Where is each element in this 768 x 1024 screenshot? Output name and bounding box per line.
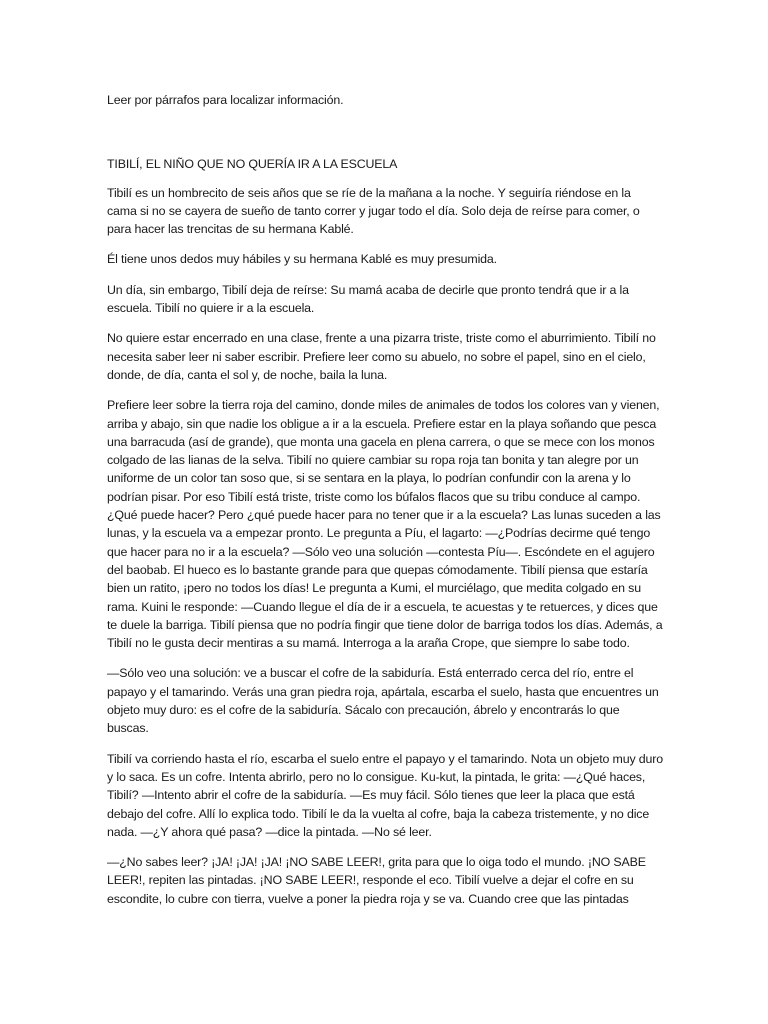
paragraph: Tibilí va corriendo hasta el río, escarba el suelo entre el papayo y el tamarindo. Nota un objeto muy duro y lo saca. Es un cofre. Intenta abrirlo, pero no lo consigue. Ku-kut, la pintada, le grita: —¿Qué haces, Tibilí? —Intento abrir el cofre de la sabiduría. —Es muy fácil. Sólo tienes que leer la placa que está debajo del cofre. Allí lo explica todo. Tibilí le da la vuelta al cofre, baja la cabeza tristemente, y no dice nada. —¿Y ahora qué pasa? —dice la pintada. —No sé leer. (107, 751, 663, 839)
paragraph: No quiere estar encerrado en una clase, frente a una pizarra triste, triste como el aburrimiento. Tibilí no necesita saber leer ni saber escribir. Prefiere leer como su abuelo, no sobre el papel, sino en el cielo, donde, de día, canta el sol y, de noche, baila la luna. (107, 331, 656, 382)
paragraph: Un día, sin embargo, Tibilí deja de reírse: Su mamá acaba de decirle que pronto tendrá que ir a la escuela. Tibilí no quiere ir a la escuela. (107, 282, 629, 316)
paragraph: Tibilí es un hombrecito de seis años que se ríe de la mañana a la noche. Y seguiría riéndose en la cama si no se cayera de sueño de tanto correr y jugar todo el día. Solo deja de reírse para comer, o para hacer las trencitas de su hermana Kablé. (107, 185, 640, 237)
story-title: TIBILÍ, EL NIÑO QUE NO QUERÍA IR A LA ESCUELA (107, 157, 398, 172)
document-heading: Leer por párrafos para localizar información. (107, 93, 344, 107)
paragraph: Prefiere leer sobre la tierra roja del camino, donde miles de animales de todos los colores van y vienen, arriba y abajo, sin que nadie los obligue a ir a la escuela. Prefiere estar en la playa soñando que pesca una barracuda (así de grande), que monta una gacela en plena carrera, o que se mece con los monos colgado de las lianas de la selva. Tibilí no quiere cambiar su ropa roja tan bonita y tan alegre por un uniforme de un color tan soso que, si se sentara en la playa, lo podrían confundir con la arena y lo podrían pisar. Por eso Tibilí está triste, triste como los búfalos flacos que su tribu conduce al campo. ¿Qué puede hacer? Pero ¿qué puede hacer para no tener que ir a la escuela? Las lunas suceden a las lunas, y la escuela va a empezar pronto. Le pregunta a Píu, el lagarto: —¿Podrías decirme qué tengo que hacer para no ir a la escuela? —Sólo veo una solución —contesta Píu—. Escóndete en el agujero del baobab. El hueco es lo bastante grande para que quepas cómodamente. Tibilí piensa que estaría bien un ratito, ¡pero no todos los días! Le pregunta a Kumi, el murciélago, que medita colgado en su rama. Kuini le responde: —Cuando llegue el día de ir a escuela, te acuestas y te retuerces, y dices que te duele la barriga. Tibilí piensa que no podría fingir que tiene dolor de barriga todos los días. Además, a Tibilí no le gusta decir mentiras a su mamá. Interroga a la araña Crope, que siempre lo sabe todo. (107, 398, 663, 651)
paragraph: Él tiene unos dedos muy hábiles y su hermana Kablé es muy presumida. (107, 252, 497, 267)
paragraph: —Sólo veo una solución: ve a buscar el cofre de la sabiduría. Está enterrado cerca del río, entre el papayo y el tamarindo. Verás una gran piedra roja, apártala, escarba el suelo, hasta que encuentres un objeto muy duro: es el cofre de la sabiduría. Sácalo con precaución, ábrelo y encontrarás lo que buscas. (107, 666, 659, 736)
document-body (107, 91, 663, 920)
paragraph: —¿No sabes leer? ¡JA! ¡JA! ¡JA! ¡NO SABE LEER!, grita para que lo oiga todo el mundo. ¡NO SABE LEER!, repiten las pintadas. ¡NO SABE LEER!, responde el eco. Tibilí vuelve a dejar el cofre en su escondite, lo cubre con tierra, vuelve a poner la piedra roja y se va. Cuando cree que las pintadas (107, 855, 646, 906)
